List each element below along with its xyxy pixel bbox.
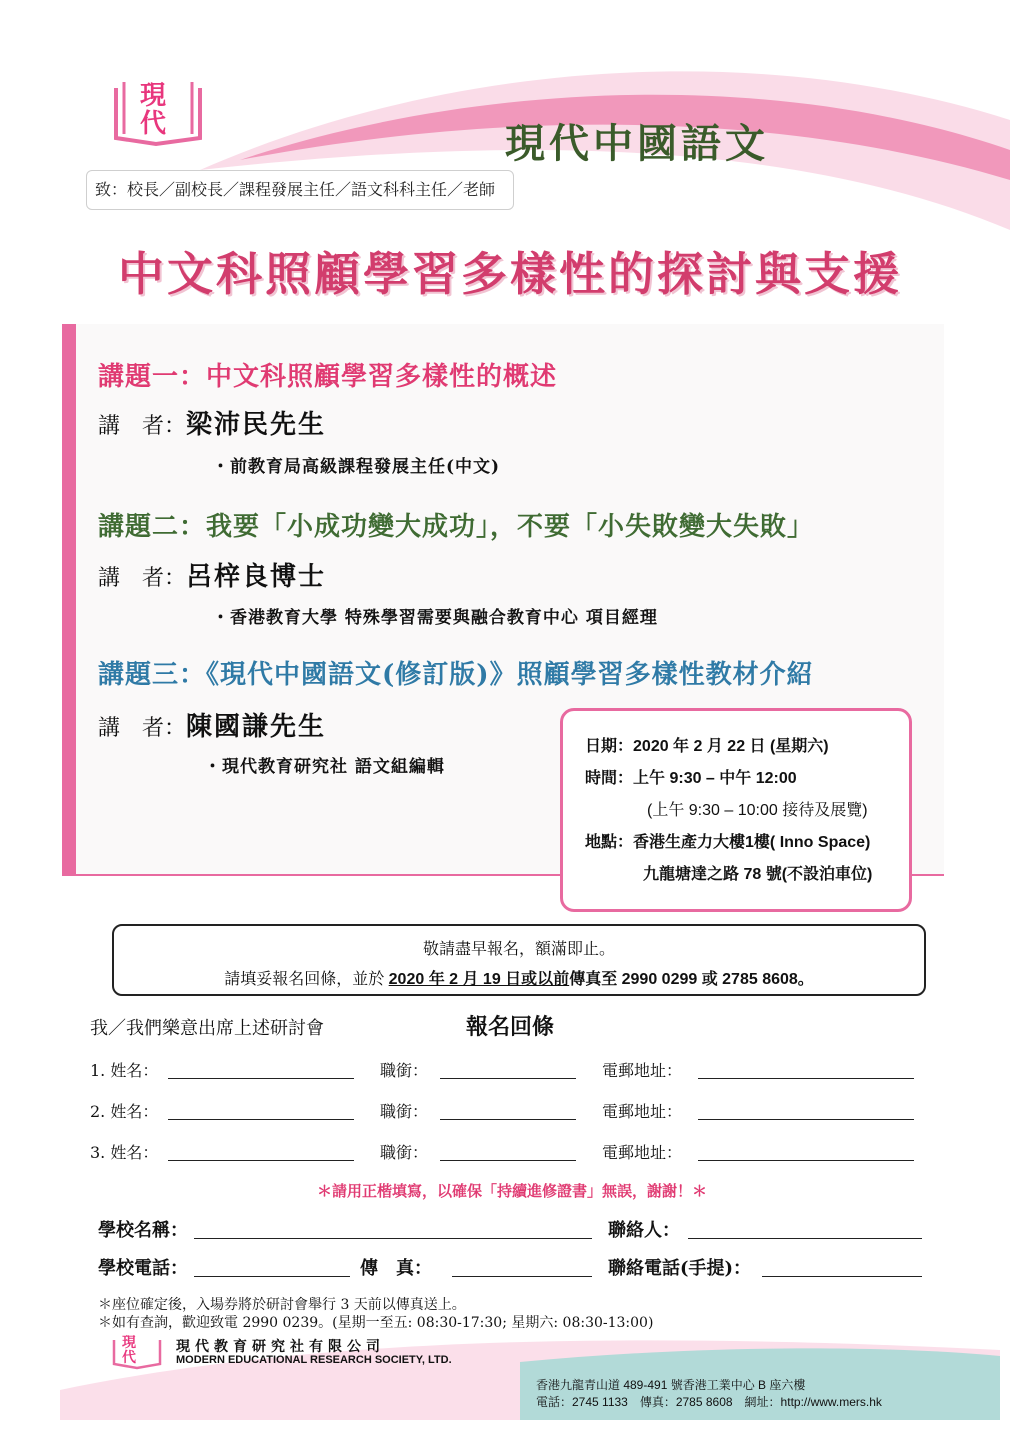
topic-1-speaker-desc: ・前教育局高級課程發展主任(中文): [212, 457, 501, 477]
publisher-logo: [110, 1334, 164, 1370]
registration-notice: [112, 924, 926, 996]
publisher-name-en: MODERN EDUCATIONAL RESEARCH SOCIETY, LTD.: [176, 1354, 452, 1366]
name-field[interactable]: [168, 1119, 354, 1120]
time-value: 上午 9:30 – 中午 12:00: [633, 770, 797, 787]
attendee-row-3: [90, 1140, 920, 1170]
email-label: 電郵地址：: [602, 1143, 683, 1162]
date-value: 2020 年 2 月 22 日 (星期六): [633, 738, 829, 755]
name-label: 3. 姓名：: [90, 1143, 159, 1162]
mobile-field[interactable]: [762, 1276, 922, 1277]
notice-line-2: [114, 966, 924, 989]
attendee-row-1: [90, 1058, 920, 1088]
school-phone-label: 學校電話：: [98, 1258, 188, 1279]
publisher-address: 香港九龍青山道 489-491 號香港工業中心 B 座六樓: [536, 1378, 806, 1392]
topic-3-speaker: [98, 706, 326, 743]
series-title: 現代中國語文: [505, 120, 769, 167]
post-field[interactable]: [440, 1078, 576, 1079]
publisher-contact: 電話：2745 1133 傳真：2785 8608 網址：http://www.mers.hk: [536, 1395, 882, 1409]
phone-row: [98, 1254, 928, 1284]
mobile-label: 聯絡電話(手提)：: [608, 1258, 752, 1279]
post-field[interactable]: [440, 1160, 576, 1161]
topic-1-title: 講題一：中文科照顧學習多樣性的概述: [98, 362, 558, 392]
notice-line-1: 敬請盡早報名，額滿即止。: [422, 941, 615, 958]
name-label: 1. 姓名：: [90, 1061, 159, 1080]
post-field[interactable]: [440, 1119, 576, 1120]
email-label: 電郵地址：: [602, 1061, 683, 1080]
speaker-label: 講 者：: [98, 716, 187, 741]
page-title: 中文科照顧學習多樣性的探討與支援: [118, 247, 902, 301]
email-field[interactable]: [698, 1078, 914, 1079]
publisher-logo-text: 現 代: [122, 1335, 136, 1366]
date-label: 日期：: [585, 738, 634, 755]
fax-label: 傳 真：: [360, 1258, 432, 1279]
attendee-row-2: [90, 1099, 920, 1129]
event-info-box: [560, 708, 912, 912]
speaker-name: 呂梓良博士: [186, 562, 327, 592]
note-2: ＊如有查詢，歡迎致電 2990 0239。(星期一至五: 08:30-17:30; 星期六: 08:30-13:00): [98, 1315, 654, 1331]
email-field[interactable]: [698, 1160, 914, 1161]
notice-prefix: 請填妥報名回條，並於: [224, 971, 389, 988]
topic-2-speaker-desc: ・香港教育大學 特殊學習需要與融合教育中心 項目經理: [212, 608, 658, 628]
event-reception: (上午 9:30 – 10:00 接待及展覽): [647, 802, 868, 819]
publisher-name-zh: 現代教育研究社有限公司: [176, 1339, 385, 1355]
speaker-name: 梁沛民先生: [186, 410, 327, 440]
logo-text: 現 代: [140, 81, 167, 139]
email-field[interactable]: [698, 1119, 914, 1120]
post-label: 職銜：: [380, 1143, 429, 1162]
event-venue: [585, 829, 870, 852]
school-row: [98, 1216, 928, 1246]
speaker-name: 陳國謙先生: [186, 712, 327, 742]
post-label: 職銜：: [380, 1102, 429, 1121]
name-field[interactable]: [168, 1160, 354, 1161]
school-label: 學校名稱：: [98, 1220, 188, 1241]
topic-2-title: 講題二：我要「小成功變大成功」，不要「小失敗變大失敗」: [98, 512, 815, 542]
venue-label: 地點：: [585, 834, 634, 851]
topic-3-title: 講題三：《現代中國語文(修訂版)》照顧學習多樣性教材介紹: [98, 660, 814, 690]
note-1: ＊座位確定後，入場券將於研討會舉行 3 天前以傳真送上。: [98, 1297, 466, 1313]
fax-numbers: 傳真至 2990 0299 或 2785 8608。: [569, 971, 814, 988]
name-label: 2. 姓名：: [90, 1102, 159, 1121]
speaker-label: 講 者：: [98, 414, 187, 439]
email-label: 電郵地址：: [602, 1102, 683, 1121]
form-intro: 我／我們樂意出席上述研討會: [90, 1018, 324, 1038]
brand-logo: [110, 78, 206, 148]
name-field[interactable]: [168, 1078, 354, 1079]
school-phone-field[interactable]: [194, 1276, 350, 1277]
speaker-label: 講 者：: [98, 566, 187, 591]
handwriting-warning: ＊請用正楷填寫，以確保「持續進修證書」無誤，謝謝！＊: [316, 1182, 707, 1200]
topic-1-speaker: [98, 404, 326, 441]
topic-2-speaker: [98, 556, 326, 593]
topic-3-speaker-desc: ・現代教育研究社 語文組編輯: [204, 757, 445, 777]
form-title: 報名回條: [466, 1014, 555, 1039]
event-time: [585, 765, 797, 788]
contact-person-field[interactable]: [688, 1238, 922, 1239]
audience-line: 致：校長／副校長／課程發展主任／語文科科主任／老師: [86, 170, 514, 210]
time-label: 時間：: [585, 770, 634, 787]
post-label: 職銜：: [380, 1061, 429, 1080]
fax-field[interactable]: [452, 1276, 592, 1277]
book-icon: [110, 1334, 164, 1370]
school-field[interactable]: [194, 1238, 592, 1239]
venue-value: 香港生產力大樓1樓( Inno Space): [633, 834, 871, 851]
contact-person-label: 聯絡人：: [608, 1220, 680, 1241]
event-date: [585, 733, 829, 756]
venue-address: 九龍塘達之路 78 號(不設泊車位): [643, 866, 873, 883]
deadline: 2020 年 2 月 19 日或以前: [388, 971, 570, 988]
